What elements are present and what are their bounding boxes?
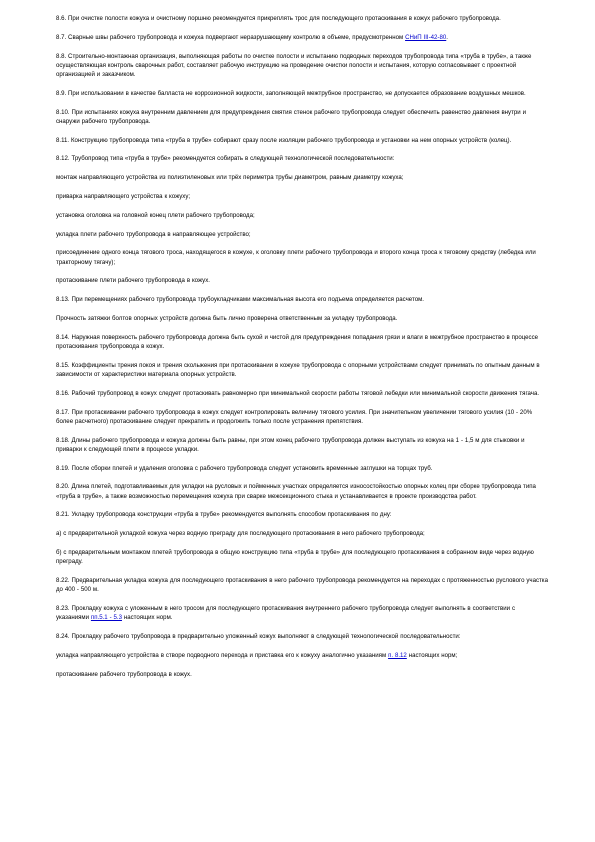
paragraph-p8-12b: приварка направляющего устройства к кожуху; [56,192,191,200]
paragraph-p8-13: 8.13. При перемещениях рабочего трубопровода трубоукладчиками максимальная высота его подъема определяется расчетом. [56,296,424,304]
paragraph-p8-24a [56,651,549,660]
paragraph-text: настоящих норм. [121,614,173,622]
paragraph-p8-16: 8.16. Рабочий трубопровод в кожух следует протаскивать равномерно при минимальной скорости работы тяговой лебедки или минимальной скорости движения тягача. [56,389,540,397]
paragraph-p8-7 [56,33,549,42]
paragraph-p8-13b: Прочность затяжки болтов опорных устройств должна быть лично проверена ответственным за укладку трубопровода. [56,314,398,322]
paragraph-p8-21b: б) с предварительным монтажом плетей трубопровода в общую конструкцию типа «труба в трубе» для последующего протаскивания в собранном виде через водную преграду. [56,548,534,566]
paragraph-p8-24: 8.24. Прокладку рабочего трубопровода в предварительно уложенный кожух выполняют в следующей технологической последовательности: [56,632,461,640]
paragraph-p8-22: 8.22. Предварительная укладка кожуха для последующего протаскивания в него рабочего трубопровода рекомендуется на переходах с протяженностью руслового участка до 400 - 500 м. [56,576,549,594]
paragraph-text: 8.7. Сварные швы рабочего трубопровода и кожуха подвергают неразрушающему контролю в объеме, предусмотренном [56,33,406,41]
paragraph-p8-10: 8.10. При испытаниях кожуха внутренним давлением для предупреждения смятия стенок рабочего трубопровода следует обеспечить равенство давления внутри и снаружи рабочего трубопровода. [56,108,526,125]
paragraph-p8-11: 8.11. Конструкцию трубопровода типа «труба в трубе» собирают сразу после изоляции рабочего трубопровода и установки на нем опорных устройств (колец). [56,136,512,144]
paragraph-p8-19: 8.19. После сборки плетей и удаления оголовка с рабочего трубопровода следует установить временные заглушки на торцах труб. [56,464,433,472]
paragraph-p8-15: 8.15. Коэффициенты трения покоя и трения скольжения при протаскивании в кожухе трубопровода с опорными устройствами следует принимать по опытным данным в зависимости от характеристики материала опорных устройств. [56,361,540,378]
paragraph-p8-21a: а) с предварительной укладкой кожуха через водную преграду для последующего протаскивания в него рабочего трубопровода; [56,530,425,538]
paragraph-p8-12a: монтаж направляющего устройства из полиэтиленовых или трёх периметра трубы диаметром, равным диаметру кожуха; [56,174,404,182]
paragraph-p8-8: 8.8. Строительно-монтажная организация, выполняющая работы по очистке полости и испытанию подводных переходов трубопровода типа «труба в трубе», а также осуществляющая контроль сварочных работ, составляет рабочую инструкцию на проведение очистки полости и испытания, которую согласовывает с проектной организацией и заказчиком. [56,52,532,78]
document-body [56,14,549,679]
reference-link[interactable]: пп.5.1 - 5.3 [90,614,122,622]
paragraph-p8-12c: установка оголовка на головной конец плети рабочего трубопровода; [56,211,255,219]
paragraph-p8-23 [56,604,549,622]
paragraph-text: . [446,33,448,41]
paragraph-p8-12: 8.12. Трубопровод типа «труба в трубе» рекомендуется собирать в следующей технологической последовательности: [56,155,395,163]
paragraph-text: настоящих норм; [406,651,458,659]
paragraph-p8-9: 8.9. При использовании в качестве балласта не коррозионной жидкости, заполняющей межтрубное пространство, не допускается образование воздушных мешков. [56,89,526,97]
reference-link[interactable]: СНиП III-42-80 [405,33,447,41]
paragraph-text: укладка направляющего устройства в створе подводного перехода и приставка его к кожуху аналогично указаниям [56,651,389,659]
paragraph-p8-24b: протаскивание рабочего трубопровода в кожух. [56,670,192,678]
paragraph-p8-6: 8.6. При очистке полости кожуха и очистному поршню рекомендуется прикреплять трос для последующего протаскивания в кожух рабочего трубопровода. [56,15,501,22]
paragraph-p8-20: 8.20. Длина плетей, подготавливаемых для укладки на русловых и пойменных участках определяется износостойкостью опорных колец при сборке трубопровода типа «труба в трубе», а также возможностью перемещения кожуха при сварке межсекционного стыка и устанавливается в проекте производства работ. [56,483,536,500]
paragraph-p8-21: 8.21. Укладку трубопровода конструкции «труба в трубе» рекомендуется выполнять способом протаскивания по дну: [56,511,392,519]
paragraph-text: 8.23. Прокладку кожуха с уложенным в него тросом для последующего протаскивания внутреннего рабочего трубопровода следует выполнять в соответствии с указаниями [56,604,516,622]
paragraph-p8-12f: протаскивание плети рабочего трубопровода в кожух. [56,277,210,285]
paragraph-p8-18: 8.18. Длины рабочего трубопровода и кожуха должны быть равны, при этом конец рабочего трубопровода должен выступать из кожуха на 1 - 1,5 м для стыковки и приварки к следующей плети в процессе укладки. [56,436,525,453]
paragraph-p8-17: 8.17. При протаскивании рабочего трубопровода в кожух следует контролировать величину тягового усилия. При значительном увеличении тягового усилия (10 - 20% более расчетного) протаскивание следует прекратить и продолжить только после устранения препятствия. [56,408,533,425]
paragraph-p8-12e: присоединение одного конца тягового троса, находящегося в кожухе, к оголовку плети рабочего трубопровода и второго конца троса к тяговому средству (лебедка или тракторному тягачу); [56,249,536,266]
reference-link[interactable]: п. 8.12 [388,651,407,659]
paragraph-p8-12d: укладка плети рабочего трубопровода в направляющее устройство; [56,230,251,238]
paragraph-p8-14: 8.14. Наружная поверхность рабочего трубопровода должна быть сухой и чистой для предупреждения попадания грязи и влаги в межтрубное пространство в процессе протаскивания трубопровода в кожух. [56,333,539,350]
